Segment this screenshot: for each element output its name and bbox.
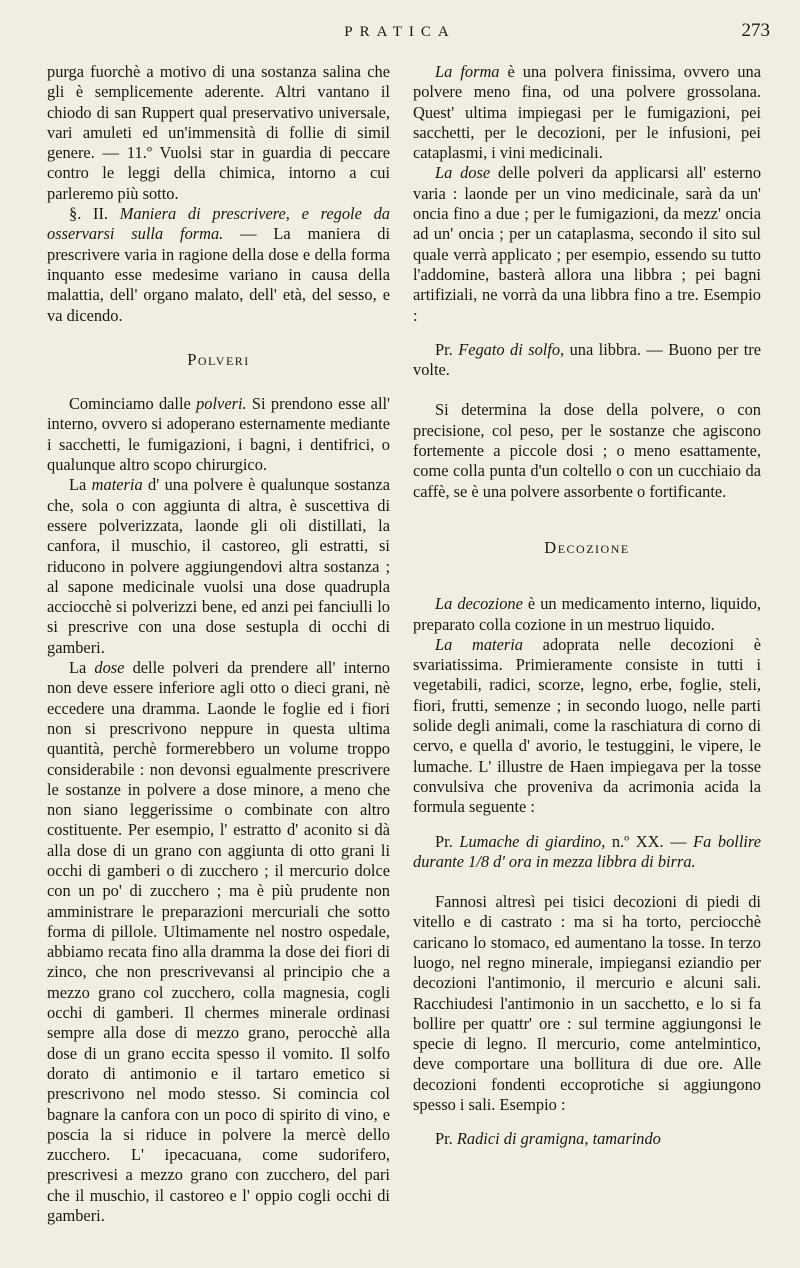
page-header [0, 20, 800, 54]
paragraph: §. II. Maniera di prescrivere, e regole da osservarsi sulla forma. — La maniera di prescrivere varia in ragione della dose e della forma inquanto esse medesime variano in causa della malattia, dell' organo malato, dell' età, del sesso, e va dicendo. [47, 204, 390, 325]
recipe: Pr. Lumache di giardino, n.º XX. — Fa bollire durante 1/8 d' ora in mezza libbra di birra. [413, 831, 762, 871]
paragraph: La dose delle polveri da prendere all' interno non deve essere inferiore agli otto o dieci grani, nè eccedere una dramma. Laonde le foglie ed i fiori non si prescrivono neppure in questa ultima quantità, perchè formerebbero un volume troppo considerabile : non devonsi egualmente prescrivere le sostanze in polvere a dose minore, a meno che non siano leggerissime o combinate con altro costituente. Per esempio, l' estratto d' aconito si dà alla dose di un grano con aggiunta di otto grani li occhi di gamberi o di zucchero ; il mercurio dolce con un po' di zucchero ; ma è più prudente non amministrare le preparazioni mercuriali che sotto forma di pillole. Ultimamente nel nostro ospedale, abbiamo recata fino alla dramma la dose dei fiori di zinco, che non prescrivevansi al principio che a mezzo grano col zucchero, colla magnesia, cogli occhi di gamberi. Il chermes minerale ordinasi sempre alla dose di mezzo grano, perocchè alla dose di un grano eccita spesso il vomito. Il solfo dorato di antimonio e il tartaro emetico si prescrivono nel modo stesso. Si comincia col bagnare la canfora con un poco di spirito di vino, e poscia la si riduce in polvere la mercè dello zucchero. L' ipecacuana, come sudorifero, prescrivesi a mezzo grano con zucchero, del pari che il muschio, il castoreo e l' oppio cogli occhi di gamberi. [47, 658, 390, 1226]
recipe: Pr. Fegato di solfo, una libbra. — Buono per tre volte. [413, 339, 761, 380]
paragraph: Si determina la dose della polvere, o con precisione, col peso, per le sostanze che agiscono fortemente a piccole dosi ; o meno esattamente, come colla punta d'un coltello o con un cucchiaio da caffè, se è una polvere assorbente o fortificante. [413, 400, 761, 501]
paragraph: Cominciamo dalle polveri. Si prendono esse all' interno, ovvero si adoperano esternamente mediante i sacchetti, le fumigazioni, i bagni, i dentifrici, o qualunque altro scopo chirurgico. [47, 394, 390, 475]
section-number: §. II. [69, 204, 120, 224]
paragraph: Fannosi altresì pei tisici decozioni di piedi di vitello e di castrato : ma si ha torto, perciocchè caricano lo stomaco, ed aumentano la tosse. In terzo luogo, nel regno minerale, impiegansi eziandio per decozioni l'antimonio, il mercurio e alcuni sali. Racchiudesi l'antimonio in un sacchetto, e lo si fa bollire per quattr' ore : sul termine aggiungonsi le specie di legno. Il mercurio, come antelmintico, deve comportare una bollitura di due ore. Alle decozioni fondenti eccoprotiche si aggiungono spesso i sali. Esempio : [413, 892, 761, 1115]
right-column [413, 62, 761, 1150]
recipe: Pr. Radici di gramigna, tamarindo [435, 1129, 661, 1149]
paragraph: La decozione è un medicamento interno, liquido, preparato colla cozione in un mestruo liquido. [413, 594, 761, 634]
paragraph: La materia adoprata nelle decozioni è svariatissima. Primieramente consiste in tutti i vegetabili, radici, scorze, legno, erbe, foglie, steli, fiori, frutti, semenze ; in secondo luogo, nelle parti solide degli animali, come la raschiatura di corno di cervo, e quella d' avorio, le testuggini, le vipere, le lumache. L' illustre de Haen impiegava per la tosse convulsiva che proveniva da acrimonia acida la formula seguente : [413, 634, 762, 817]
paragraph: La forma è una polvera finissima, ovvero una polvere meno fina, od una polvere grossolana. Quest' ultima impiegasi per le fumigazioni, pei sacchetti, per le decozioni, per le infusioni, pei cataplasmi, i vini medicinali. [413, 62, 761, 163]
section-title: Maniera di prescrivere, e regole da osservarsi sulla forma. [47, 204, 390, 244]
paragraph: La materia d' una polvere è qualunque sostanza che, sola o con aggiunta di altra, è suscettiva di essere polverizzata, laonde gli oli distillati, la canfora, il muschio, il castoreo, gli estratti, si riducono in polvere aggiungendovi altra sostanza ; al sapone medicinale vuolsi una dose quadrupla acciocchè si polverizzi bene, ed anzi pei fanciulli lo si prescrive con una dose sestupla di occhi di gamberi. [47, 475, 390, 657]
paragraph: purga fuorchè a motivo di una sostanza salina che gli è semplicemente aderente. Altri vantano il chiodo di san Ruppert qual preservativo universale, vari amuleti ed un'immensità di follie di simil genere. — 11.º Vuolsi star in guardia di peccare contro le leggi della chimica, intorno a cui parleremo più sotto. [47, 62, 390, 203]
section-heading-polveri: Polveri [187, 349, 250, 369]
section-heading-decozione: Decozione [544, 537, 630, 557]
page-number: 273 [741, 20, 770, 41]
running-title: PRATICA [344, 24, 456, 40]
left-column [47, 62, 390, 1226]
paragraph: La dose delle polveri da applicarsi all' esterno varia : laonde per un vino medicinale, sarà da un' oncia fino a due ; per le fumigazioni, da mezz' oncia ad un' oncia ; per un cataplasma, secondo il sito sul quale verrà applicato ; per esempio, essendo su tutto l'addomine, basterà allora una libbra ; pei bagni artifiziali, ne vorrà da una libbra fino a tre. Esempio : [413, 163, 762, 325]
